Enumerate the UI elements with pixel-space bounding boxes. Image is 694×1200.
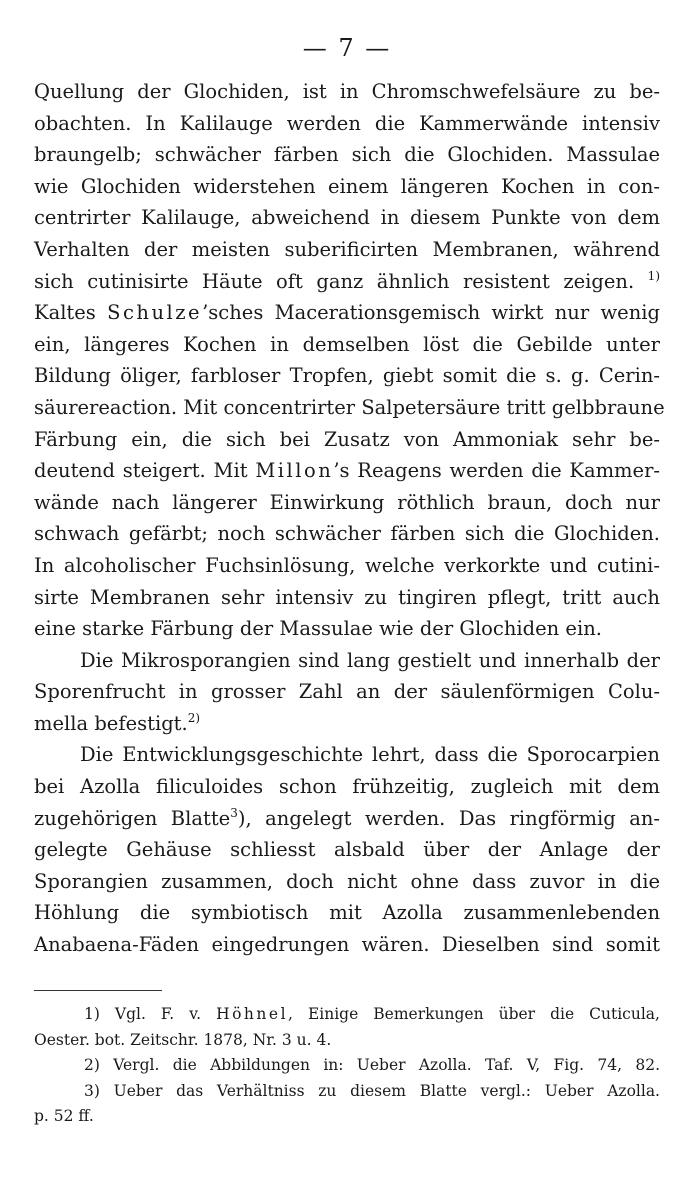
text-fragment: zugehörigen Blatte xyxy=(34,806,231,830)
text-line: Die Mikrosporangien sind lang gestielt und innerhalb der xyxy=(80,648,660,672)
text-fragment: sich cutinisirte Häute oft ganz ähnlich resistent zeigen. xyxy=(34,269,635,293)
footnote-divider xyxy=(34,990,162,991)
text-line: ein, längeres Kochen in demselben löst die Gebilde unter xyxy=(34,332,660,356)
footnote-ref: 3 xyxy=(230,805,238,820)
text-line xyxy=(34,297,660,329)
text-fragment: ), angelegt werden. Das ringförmig an- xyxy=(237,806,660,830)
author-name-hoehnel: Höhnel xyxy=(216,1005,289,1023)
page-number: — 7 — xyxy=(302,34,392,62)
text-line: wände nach längerer Einwirkung röthlich braun, doch nur xyxy=(34,490,660,514)
text-line: Höhlung die symbiotisch mit Azolla zusammenlebenden xyxy=(34,901,660,925)
text-line: Sporenfrucht in grosser Zahl an der säulenförmigen Colu- xyxy=(34,680,660,704)
text-line: wie Glochiden widerstehen einem längeren Kochen in con- xyxy=(34,174,660,198)
footnote-ref: 2) xyxy=(187,710,201,725)
text-line: Anabaena-Fäden eingedrungen wären. Dieselben sind somit xyxy=(34,933,660,957)
text-line xyxy=(34,455,660,487)
text-line: Färbung ein, die sich bei Zusatz von Ammoniak sehr be- xyxy=(34,427,660,451)
text-line xyxy=(34,803,660,835)
text-line: braungelb; schwächer färben sich die Glochiden. Massulae xyxy=(34,143,660,167)
text-line: Bildung öliger, farbloser Tropfen, giebt somit die s. g. Cerin- xyxy=(34,364,660,388)
text-line: Sporangien zusammen, doch nicht ohne dass zuvor in die xyxy=(34,869,660,893)
author-name-millon: Millon xyxy=(255,459,334,483)
body-text xyxy=(34,76,665,961)
text-line: Die Entwicklungsgeschichte lehrt, dass die Sporocarpien xyxy=(80,743,660,767)
text-fragment: ’sches Macerationsgemisch wirkt nur wenig xyxy=(202,301,660,325)
text-line: eine starke Färbung der Massulae wie der Glochiden ein. xyxy=(34,617,602,641)
text-fragment: Kaltes xyxy=(34,301,96,325)
text-line: gelegte Gehäuse schliesst alsbald über der Anlage der xyxy=(34,838,660,862)
author-name-schulze: Schulze xyxy=(107,301,203,325)
footnote-1: 1) Vgl. F. v. Höhnel, Einige Bemerkungen über die Cuticula, xyxy=(84,1005,660,1023)
footnote-3-continuation: p. 52 ff. xyxy=(34,1107,94,1125)
text-line: Quellung der Glochiden, ist in Chromschwefelsäure zu be- xyxy=(34,80,660,103)
footnote-3: 3) Ueber das Verhältniss zu diesem Blatte vergl.: Ueber Azolla. xyxy=(84,1081,660,1100)
text-line: In alcoholischer Fuchsinlösung, welche verkorkte und cutini- xyxy=(34,553,660,577)
footnote-2: 2) Vergl. die Abbildungen in: Ueber Azolla. Taf. V, Fig. 74, 82. xyxy=(84,1056,660,1074)
footnotes xyxy=(34,1002,660,1130)
footnote-ref: 1) xyxy=(647,268,660,283)
text-line: obachten. In Kalilauge werden die Kammerwände intensiv xyxy=(34,111,660,135)
footnote-1-continuation: Oester. bot. Zeitschr. 1878, Nr. 3 u. 4. xyxy=(34,1030,332,1049)
text-line: säurereaction. Mit concentrirter Salpetersäure tritt gelbbraune xyxy=(34,395,665,419)
text-line xyxy=(34,708,660,740)
text-line: sirte Membranen sehr intensiv zu tingiren pflegt, tritt auch xyxy=(34,585,660,609)
text-line xyxy=(34,266,660,298)
text-line: schwach gefärbt; noch schwächer färben sich die Glochiden. xyxy=(34,522,660,546)
text-fragment: ’s Reagens werden die Kammer- xyxy=(333,459,660,483)
text-line: centrirter Kalilauge, abweichend in diesem Punkte von dem xyxy=(34,206,660,230)
text-line: Verhalten der meisten suberificirten Membranen, während xyxy=(34,237,660,261)
text-line: bei Azolla filiculoides schon frühzeitig, zugleich mit dem xyxy=(34,775,660,799)
text-fragment: deutend steigert. Mit xyxy=(34,459,248,483)
text-fragment: mella befestigt. xyxy=(34,711,188,735)
